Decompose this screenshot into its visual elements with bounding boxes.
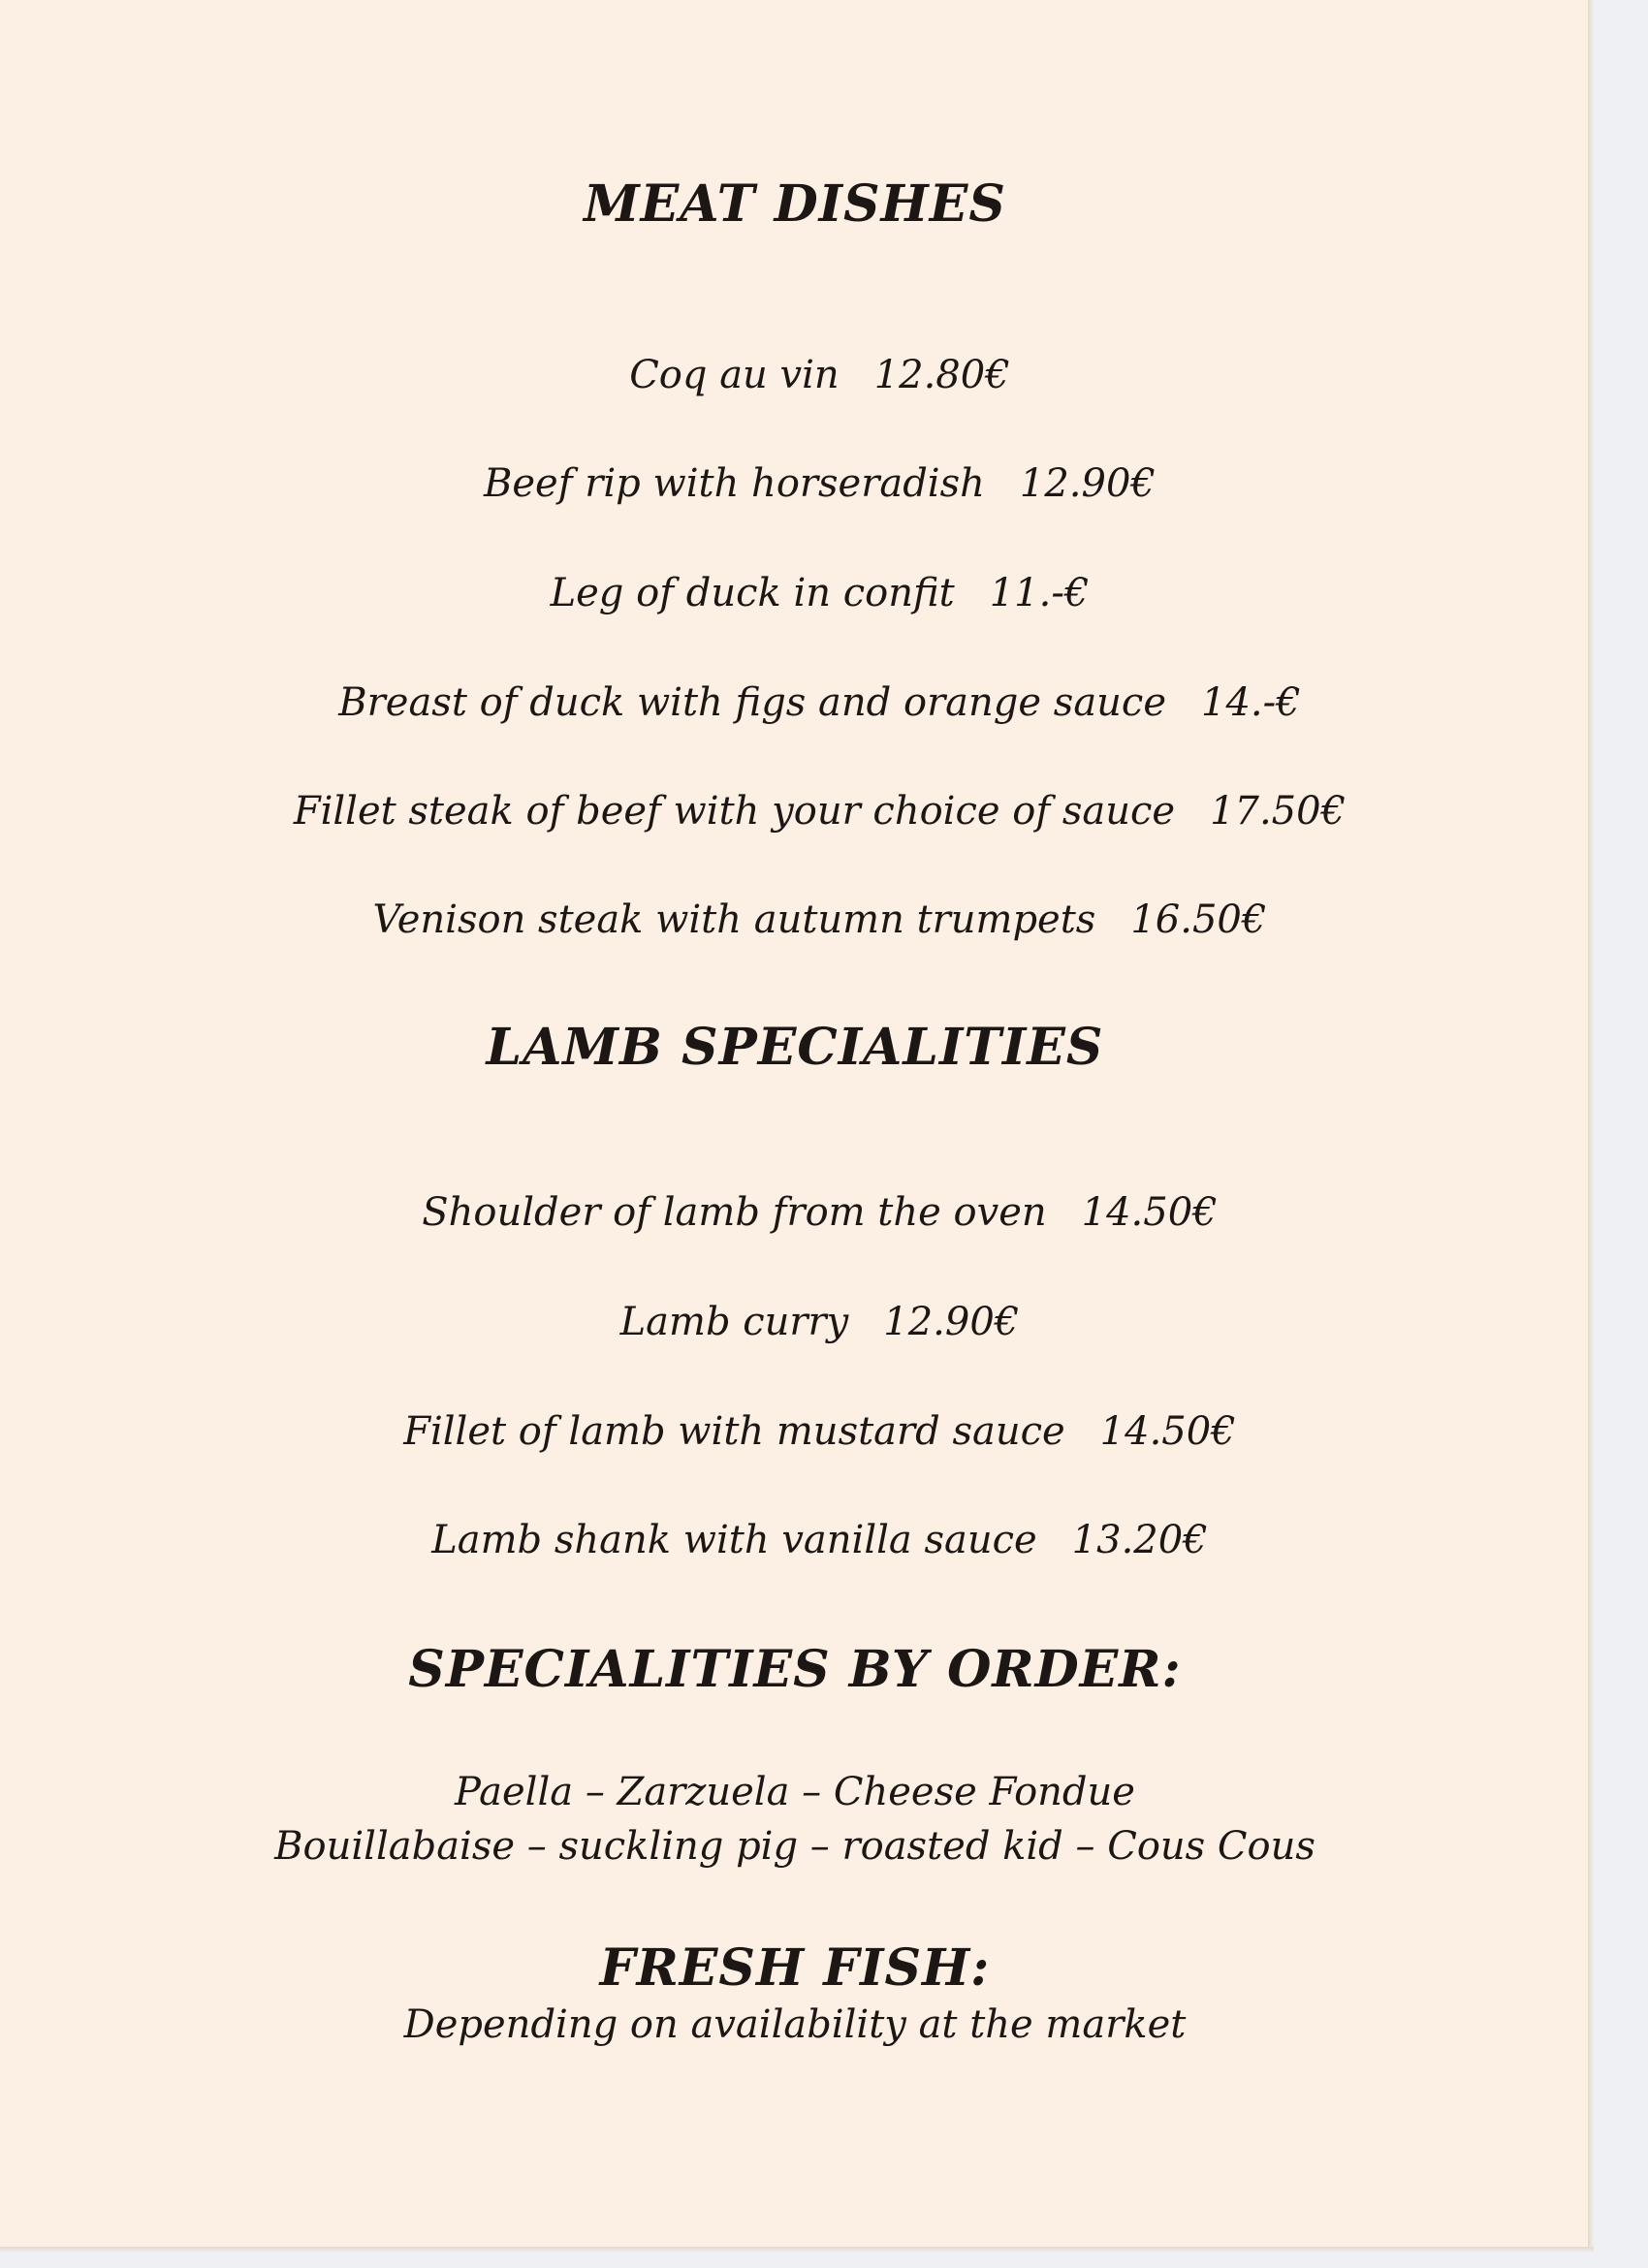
dish-name: Breast of duck with figs and orange sauce bbox=[338, 680, 1166, 725]
dish-name: Leg of duck in confit bbox=[550, 571, 955, 615]
dish-name: Lamb curry bbox=[619, 1300, 849, 1344]
specialities-by-order-heading: SPECIALITIES BY ORDER: bbox=[408, 1640, 1182, 1699]
meat-dishes-heading: MEAT DISHES bbox=[584, 174, 1006, 234]
dish-price: 12.90€ bbox=[1019, 461, 1156, 506]
dish-name: Coq au vin bbox=[629, 353, 840, 397]
by-order-line: Bouillabaise – suckling pig – roasted kid – Cous Cous bbox=[274, 1824, 1315, 1869]
dish-price: 14.-€ bbox=[1201, 680, 1301, 725]
dish-price: 12.90€ bbox=[883, 1300, 1020, 1344]
fresh-fish-note: Depending on availability at the market bbox=[403, 2002, 1187, 2047]
fresh-fish-heading: FRESH FISH: bbox=[599, 1938, 991, 1998]
dish-price: 14.50€ bbox=[1081, 1190, 1218, 1235]
menu-item bbox=[0, 853, 1590, 987]
dish-name: Shoulder of lamb from the oven bbox=[422, 1190, 1047, 1235]
dish-name: Venison steak with autumn trumpets bbox=[372, 898, 1096, 942]
menu-item bbox=[0, 1473, 1590, 1607]
dish-price: 17.50€ bbox=[1210, 789, 1347, 834]
page-edge bbox=[1588, 0, 1594, 2249]
page-bottom-edge bbox=[0, 2247, 1594, 2252]
dish-name: Fillet steak of beef with your choice of sauce bbox=[293, 789, 1176, 834]
dish-name: Lamb shank with vanilla sauce bbox=[431, 1518, 1037, 1562]
dish-price: 11.-€ bbox=[989, 571, 1090, 615]
dish-price: 13.20€ bbox=[1071, 1518, 1208, 1562]
dish-price: 14.50€ bbox=[1099, 1409, 1236, 1454]
lamb-specialities-heading: LAMB SPECIALITIES bbox=[486, 1018, 1104, 1077]
dish-price: 16.50€ bbox=[1130, 898, 1267, 942]
dish-name: Beef rip with horseradish bbox=[483, 461, 985, 506]
dish-price: 12.80€ bbox=[873, 353, 1010, 397]
dish-name: Fillet of lamb with mustard sauce bbox=[403, 1409, 1065, 1454]
by-order-line: Paella – Zarzuela – Cheese Fondue bbox=[455, 1770, 1135, 1814]
